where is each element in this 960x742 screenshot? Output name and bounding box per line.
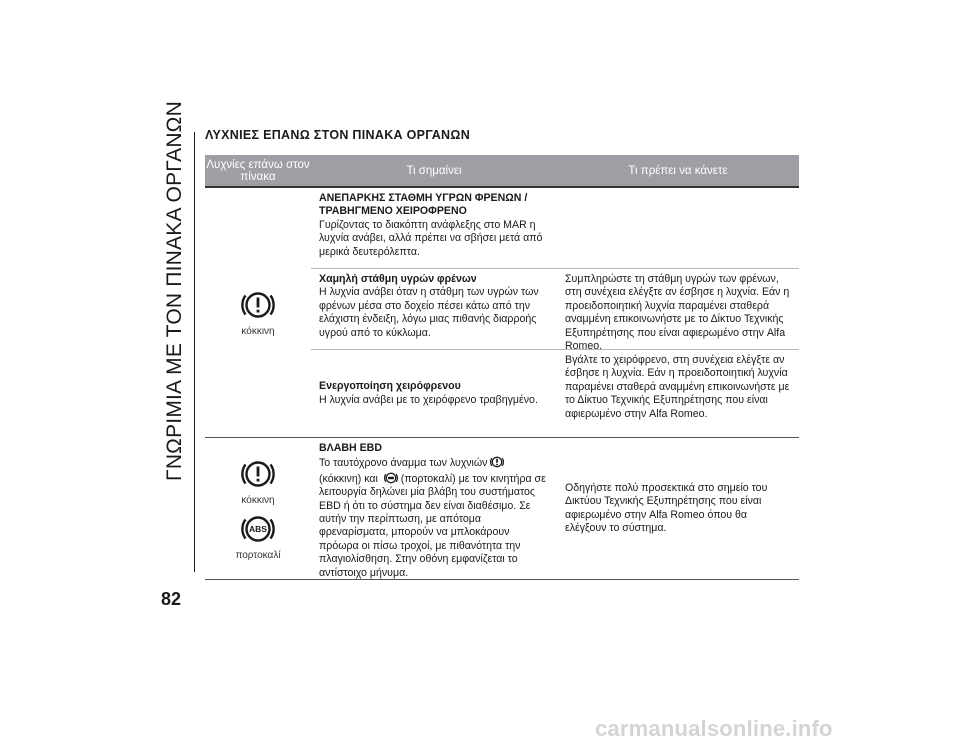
table-row: [311, 188, 799, 269]
row-heading: ΒΛΑΒΗ EBD: [319, 442, 382, 454]
table-row: [311, 269, 799, 353]
action-cell: [557, 188, 799, 268]
meaning-cell: [311, 269, 557, 349]
table-group-brake: [205, 188, 799, 438]
row-heading: Ενεργοποίηση χειρόφρενου: [319, 380, 461, 393]
header-action: Τι πρέπει να κάνετε: [628, 164, 728, 177]
warning-lights-table: [205, 155, 799, 580]
table-row: [311, 350, 799, 437]
brake-warning-icon: [239, 457, 277, 491]
icon-column: [205, 188, 311, 437]
page-number: 82: [160, 589, 182, 609]
section-title: ΛΥΧΝΙΕΣ ΕΠΑΝΩ ΣΤΟΝ ΠΙΝΑΚΑ ΟΡΓΑΝΩΝ: [205, 128, 471, 142]
side-section-title: ΓΝΩΡΙΜΙΑ ΜΕ ΤΟΝ ΠΙΝΑΚΑ ΟΡΓΑΝΩΝ: [163, 101, 186, 481]
action-cell: Συμπληρώστε τη στάθμη υγρών των φρένων, στη συνέχεια ελέγξτε αν έσβησε η λυχνία. Εάν η προειδοποιητική λυχνία παραμένει σταθερά αναμμένη επικοινωνήστε με το Δίκτυο Τεχνικής Εξυπηρέτησης που είναι αφιερωμένο στην Alfa Romeo.: [565, 273, 790, 353]
brake-warning-inline-icon: [489, 455, 505, 469]
abs-inline-icon: [383, 471, 399, 485]
row-text: Η λυχνία ανάβει όταν η στάθμη των υγρών των φρένων μέσα στο δοχείο πέσει κάτω από την ελάχιστη ένδειξη, λόγω μιας πιθανής διαρροής υγρού από το κύκλωμα.: [319, 286, 539, 339]
table-row: [311, 438, 799, 579]
side-rule: [194, 132, 195, 572]
row-heading: Χαμηλή στάθμη υγρών φρένων: [319, 273, 477, 285]
icon-caption: κόκκινη: [241, 326, 275, 337]
table-header: [205, 155, 799, 188]
abs-icon: [239, 512, 277, 546]
meaning-cell: [311, 438, 557, 579]
icon-column: [205, 438, 311, 579]
header-lights: Λυχνίες επάνω στον πίνακα: [206, 158, 310, 183]
rows: [311, 438, 799, 579]
action-cell: Οδηγήστε πολύ προσεκτικά στο σημείο του Δικτύου Τεχνικής Εξυπηρέτησης που είναι αφιερωμένο στην Alfa Romeo όπου θα ελέγξουν το σύστημα.: [565, 481, 768, 534]
row-text: Η λυχνία ανάβει με το χειρόφρενο τραβηγμένο.: [319, 393, 538, 406]
watermark: carmanualsonline.info: [595, 716, 833, 741]
icon-caption: κόκκινη: [241, 494, 275, 506]
row-text: Το ταυτόχρονο άναμμα των λυχνιών(κόκκινη) και (πορτοκαλί) με τον κινητήρα σε λειτουργία δηλώνει μία βλάβη του συστήματος EBD ή ότι το σύστημα δεν είναι διαθέσιμο. Σε αυτήν την περίπτωση, με απότομα φρεναρίσματα, μπορούν να μπλοκάρουν πρόωρα οι πίσω τροχοί, με πιθανότητα την πλαγιολίσθηση. Στην οθόνη εμφανίζεται το αντίστοιχο μήνυμα.: [319, 457, 546, 579]
abs-icon-label: ABS: [249, 523, 267, 534]
table-group-ebd: [205, 438, 799, 580]
meaning-cell: [311, 350, 557, 437]
action-cell: Βγάλτε το χειρόφρενο, στη συνέχεια ελέγξτε αν έσβησε η λυχνία. Εάν η προειδοποιητική λυχνία παραμένει σταθερά αναμμένη επικοινωνήστε με το Δίκτυο Τεχνικής Εξυπηρέτησης που είναι αφιερωμένο στην Alfa Romeo.: [565, 354, 790, 420]
row-text: Γυρίζοντας το διακόπτη ανάφλεξης στο MAR η λυχνία ανάβει, αλλά πρέπει να σβήσει μετά από μερικά δευτερόλεπτα.: [319, 218, 543, 258]
meaning-cell: [311, 188, 557, 268]
header-meaning: Τι σημαίνει: [406, 164, 462, 177]
row-heading: ΑΝΕΠΑΡΚΗΣ ΣΤΑΘΜΗ ΥΓΡΩΝ ΦΡΕΝΩΝ / ΤΡΑΒΗΓΜΕΝΟ ΧΕΙΡΟΦΡΕΝΟ: [319, 192, 528, 218]
icon-caption: πορτοκαλί: [235, 549, 281, 561]
rows: [311, 188, 799, 437]
brake-warning-icon: [239, 288, 277, 322]
